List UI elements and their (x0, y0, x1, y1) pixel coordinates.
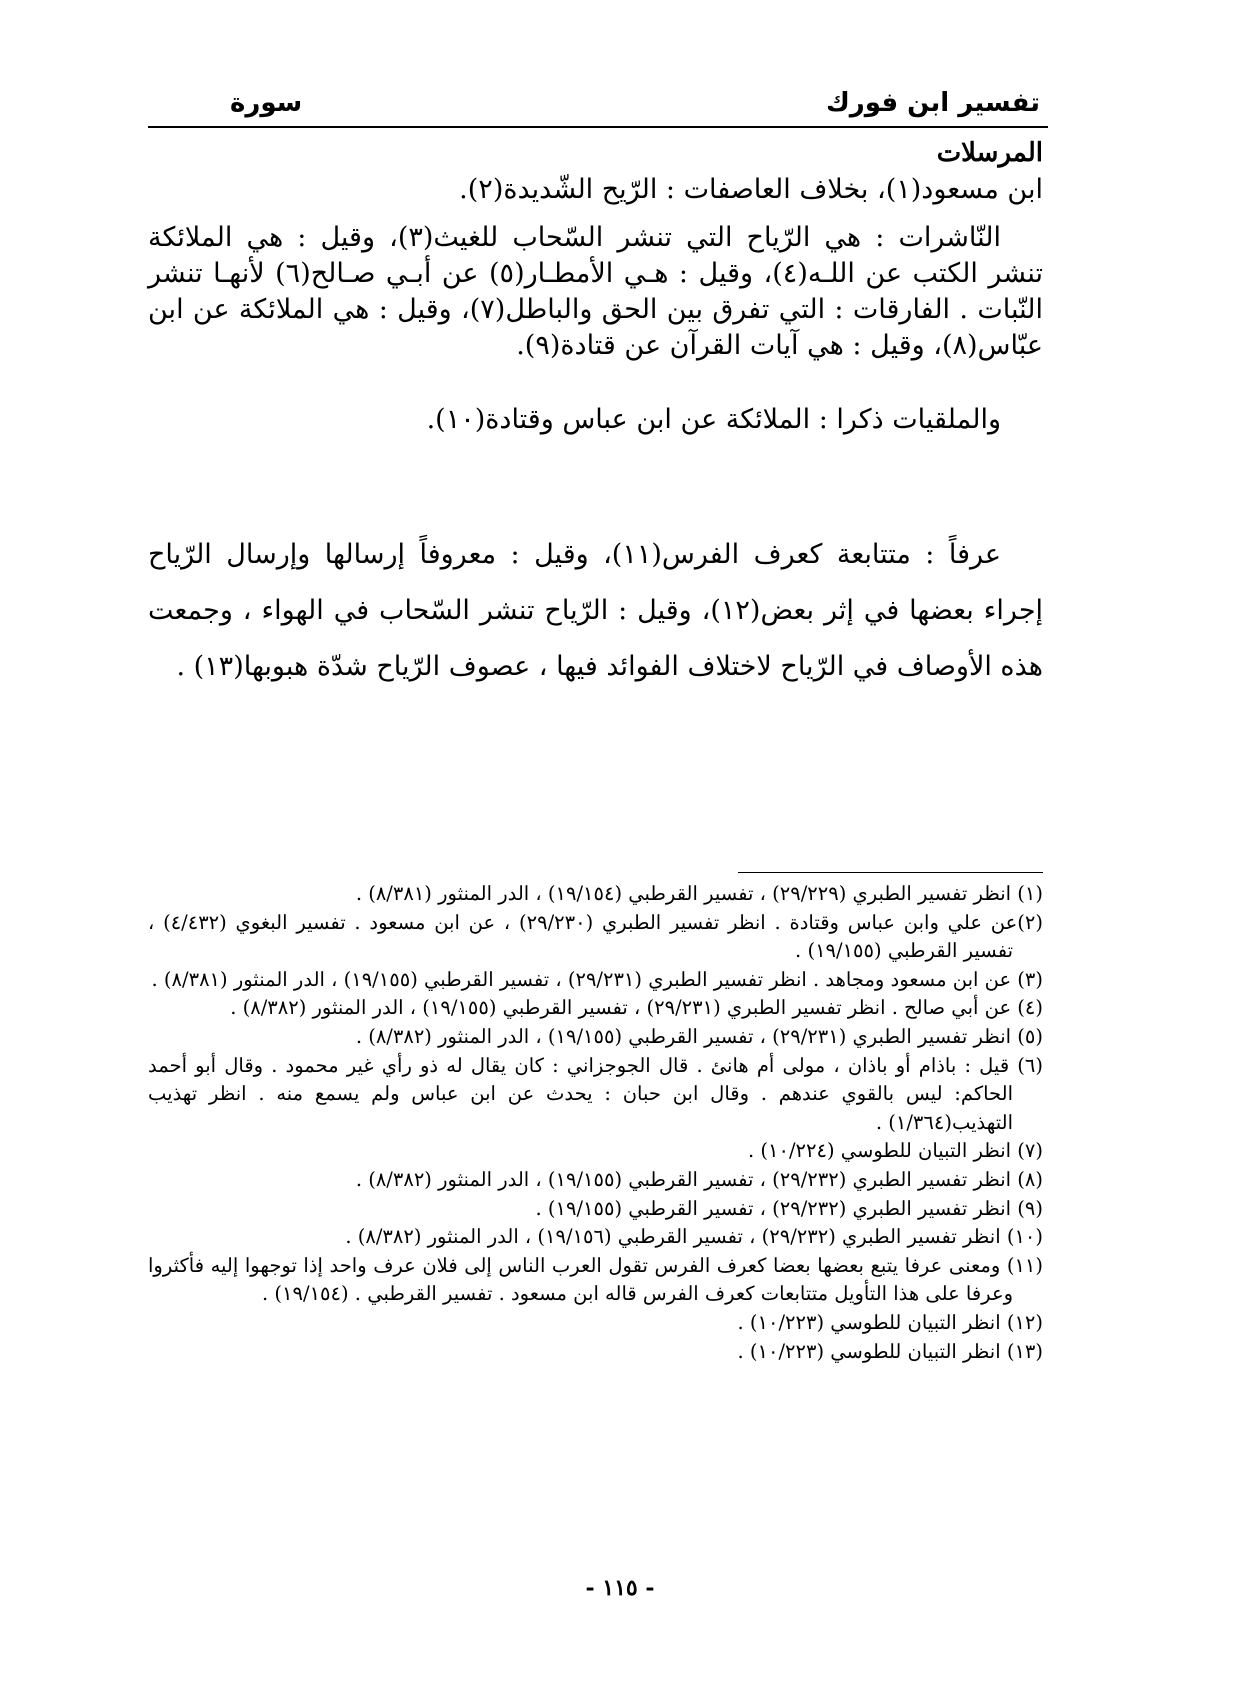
footnote: (١) انظر تفسير الطبري (٢٩/٢٢٩) ، تفسير القرطبي (١٩/١٥٤) ، الدر المنثور (٨/٣٨١) . (355, 882, 1043, 905)
footnote: (٣) عن ابن مسعود ومجاهد . انظر تفسير الطبري (٢٩/٢٣١) ، تفسير القرطبي (١٩/١٥٥) ، الدر المنثور (٨/٣٨١) . (151, 967, 1043, 991)
paragraph: ابن مسعود(١)، بخلاف العاصفات : الرّيح الشّديدة(٢). (459, 174, 1043, 205)
book-title: تفسير ابن فورك (825, 88, 1040, 118)
footnote: (٨) انظر تفسير الطبري (٢٩/٢٣٢) ، تفسير القرطبي (١٩/١٥٥) ، الدر المنثور (٨/٣٨٢) . (355, 1167, 1043, 1191)
footnote: (١٣) انظر التبيان للطوسي (١٠/٢٢٣) . (737, 1339, 1043, 1363)
footnote: (٩) انظر تفسير الطبري (٢٩/٢٣٢) ، تفسير القرطبي (١٩/١٥٥) . (535, 1196, 1043, 1220)
footnote: (٥) انظر تفسير الطبري (٢٩/٢٣١) ، تفسير القرطبي (١٩/١٥٥) ، الدر المنثور (٨/٣٨٢) . (355, 1024, 1043, 1048)
surah-label: سورة (230, 88, 303, 118)
paragraph: النّاشرات : هي الرّياح التي تنشر السّحاب للغيث(٣)، وقيل : هي الملائكة تنشر الكتب عن اللـه(٤)، وقيل : هـي الأمطـار(٥) عن أبـي صـالح(٦) لأنهـا تنشر النّبات . الفارقات : التي تفرق بين الحق والباطل(٧)، وقيل : هي الملائكة عن ابن عبّاس(٨)، وقيل : هي آيات القرآن عن قتادة(٩). (148, 222, 1043, 361)
footnote: (٢)عن علي وابن عباس وقتادة . انظر تفسير الطبري (٢٩/٢٣٠) ، عن ابن مسعود . تفسير البغوي (٤/٤٣٢) ، تفسير القرطبي (١٩/١٥٥) . (148, 910, 1043, 963)
footnote: (٤) عن أبي صالح . انظر تفسير الطبري (٢٩/٢٣١) ، تفسير القرطبي (١٩/١٥٥) ، الدر المنثور (٨/٣٨٢) . (230, 996, 1043, 1020)
footnote: (١٢) انظر التبيان للطوسي (١٠/٢٢٣) . (737, 1310, 1043, 1334)
footnotes (148, 880, 1043, 1366)
surah-name: المرسلات (936, 138, 1043, 168)
footnote: (٧) انظر التبيان للطوسي (١٠/٢٢٤) . (747, 1139, 1043, 1163)
footnote: (١١) ومعنى عرفا يتبع بعضها بعضا كعرف الفرس تقول العرب الناس إلى فلان عرف واحد إذا توجهوا إليه فأكثروا وعرفا على هذا التأويل متتابعات كعرف الفرس قاله ابن مسعود . تفسير القرطبي . (١٩/١٥٤) . (148, 1253, 1043, 1306)
header-divider (148, 126, 1048, 128)
footnote-divider (738, 872, 1043, 873)
paragraph: والملقيات ذكرا : الملائكة عن ابن عباس وقتادة(١٠). (426, 404, 1001, 435)
page-number: - ١١٥ - (585, 1575, 655, 1601)
footnote: (١٠) انظر تفسير الطبري (٢٩/٢٣٢) ، تفسير القرطبي (١٩/١٥٦) ، الدر المنثور (٨/٣٨٢) . (345, 1225, 1043, 1249)
paragraph: عرفاً : متتابعة كعرف الفرس(١١)، وقيل : معروفاً إرسالها وإرسال الرّياح إجراء بعضها في إثر بعض(١٢)، وقيل : الرّياح تنشر السّحاب في الهواء ، وجمعت هذه الأوصاف في الرّياح لاختلاف الفوائد فيها ، عصوف الرّياح شدّة هبوبها(١٣) . (148, 539, 1044, 682)
footnote: (٦) قيل : باذام أو باذان ، مولى أم هانئ . قال الجوجزاني : كان يقال له ذو رأي غير محمود . وقال أبو أحمد الحاكم: ليس بالقوي عندهم . وقال ابن حبان : يحدث عن ابن عباس ولم يسمع منه . انظر تهذيب التهذيب(١/٣٦٤) . (148, 1053, 1043, 1134)
